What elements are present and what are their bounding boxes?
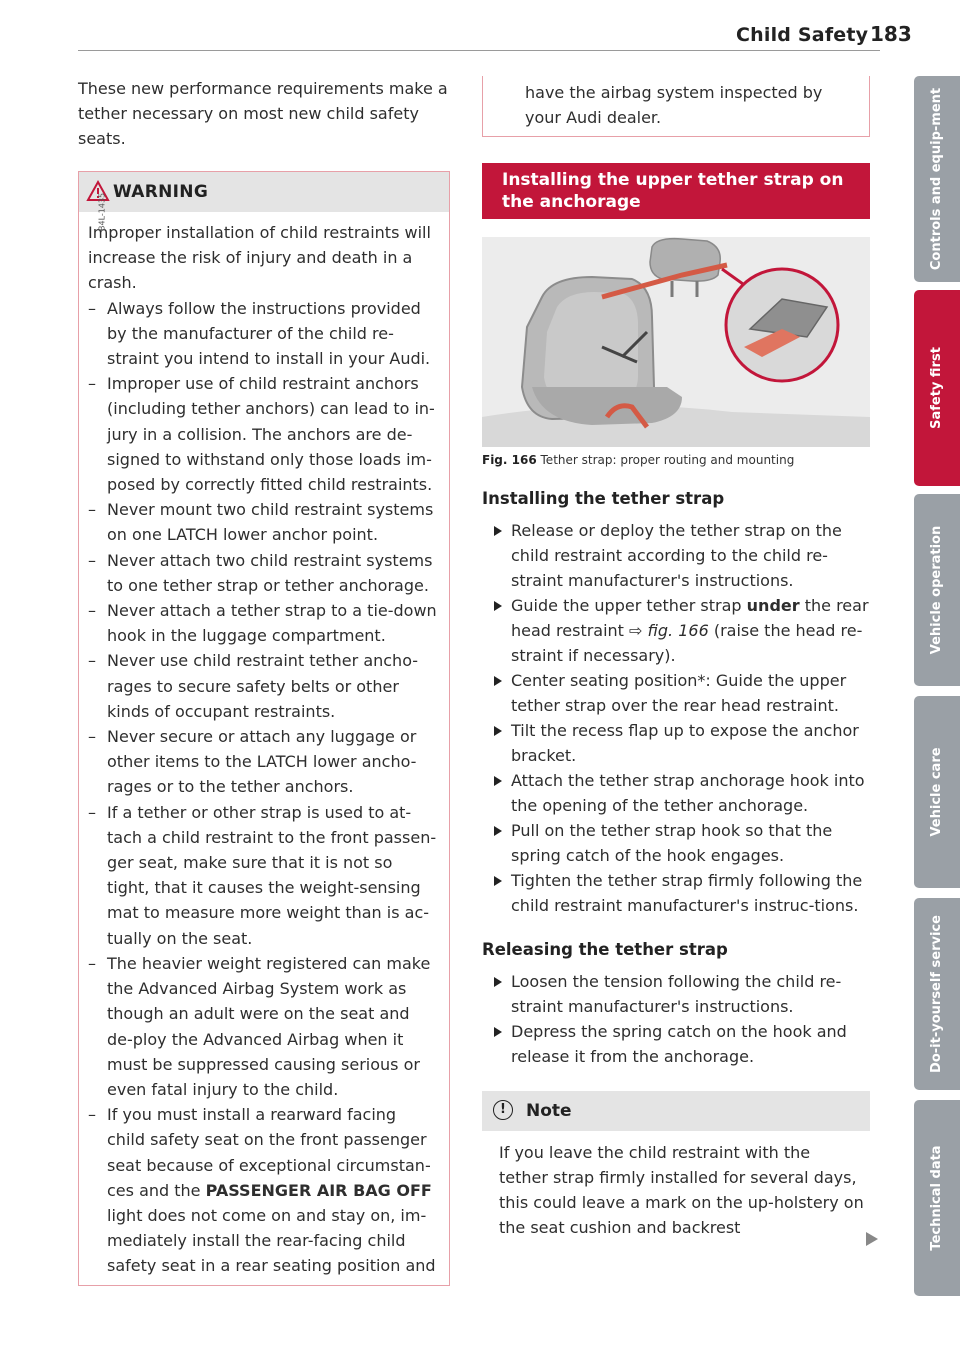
note-box [482,1091,870,1244]
tab-label: Technical data [929,1145,944,1251]
step-item: Attach the tether strap anchorage hook into the opening of the tether anchorage. [482,768,870,818]
page-number: 183 [870,22,912,46]
figure-label: Fig. 166 [482,453,537,467]
tab-technical-data[interactable] [914,1100,960,1296]
warning-item: – The heavier weight registered can make the Advanced Airbag System work as though an adult were on the seat and de-ploy the Advanced Airbag when it must be suppressed causing serious or even fatal injury to the child. [88,951,439,1102]
note-title: Note [526,1101,572,1121]
warning-item: – If a tether or other strap is used to at-tach a child restraint to the front passen-ger seat, make sure that it is not so tight, that it causes the weight-sensing mat to measure more weight than is ac-tually on the seat. [88,800,439,951]
tab-label: Vehicle operation [929,525,944,655]
step-text: Guide the upper tether strap [511,596,747,615]
tab-vehicle-operation[interactable] [914,494,960,686]
tab-label: Do-it-yourself service [929,915,944,1073]
tab-do-it-yourself-service[interactable] [914,898,960,1090]
warning-item: – Never mount two child restraint systems on one LATCH lower anchor point. [88,497,439,547]
warning-item [88,1102,439,1278]
figure-caption [482,453,870,467]
warning-title: WARNING [113,182,209,202]
warning-item: – Improper use of child restraint anchors (including tether anchors) can lead to in-jury in a collision. The anchors are de-signed to withstand only those loads im-posed by correctly fitted child restraints. [88,371,439,497]
install-heading: Installing the tether strap [482,489,725,508]
info-exclamation-icon: ! [493,1100,513,1120]
release-heading: Releasing the tether strap [482,940,728,959]
warning-item: – Never attach two child restraint systems to one tether strap or tether anchorage. [88,548,439,598]
left-column [78,76,450,1286]
figure-code: B4L-1435 [97,192,107,231]
step-item: Tilt the recess flap up to expose the anchor bracket. [482,718,870,768]
note-header [482,1091,870,1131]
warning-item-text: light does not come on and stay on, im-mediately install the rear-facing child safety seat in a rear seating position and [107,1205,436,1276]
tab-label: Safety first [929,347,944,429]
step-text: (raise the head re-straint if necessary). [511,621,863,665]
warning-lead: Improper installation of child restraints will increase the risk of injury and death in a crash. [88,223,431,293]
step-item: Pull on the tether strap hook so that the spring catch of the hook engages. [482,818,870,868]
step-item [482,593,870,668]
warning-header [79,172,449,212]
tab-safety-first[interactable] [914,290,960,486]
intro-paragraph: These new performance requirements make a tether necessary on most new child safety seats. [78,79,448,148]
install-steps [482,518,870,918]
continue-arrow-icon [866,1232,878,1246]
warning-continuation: have the airbag system inspected by your Audi dealer. [482,76,870,137]
figure-caption-text: Tether strap: proper routing and mounting [540,453,795,467]
step-emphasis: under [746,596,800,615]
step-item: Depress the spring catch on the hook and release it from the anchorage. [482,1019,870,1069]
header-rule [78,50,880,51]
step-item: Center seating position*: Guide the upper tether strap over the rear head restraint. [482,668,870,718]
figure-reference-link[interactable]: ⇨ fig. 166 [629,621,709,640]
tab-vehicle-care[interactable] [914,696,960,888]
step-item: Release or deploy the tether strap on the child restraint according to the child re-straint manufacturer's instructions. [482,518,870,593]
step-item: Loosen the tension following the child re-straint manufacturer's instructions. [482,969,870,1019]
passenger-airbag-off-label: PASSENGER AIR BAG OFF [205,1180,432,1200]
header-section-title: Child Safety [736,24,869,46]
step-text: the rear head restraint [511,596,869,640]
warning-body [79,212,449,1285]
tab-label: Controls and equip-ment [929,87,944,271]
warning-box [78,171,450,1286]
warning-item-text: If you must install a rearward facing child safety seat on the front passenger seat because of exceptional circumstan-ces and the [107,1105,431,1200]
release-steps [482,969,870,1069]
warning-item: – Never attach a tether strap to a tie-down hook in the luggage compartment. [88,598,439,648]
warning-list [88,296,439,1279]
warning-item: – Never secure or attach any luggage or other items to the LATCH lower ancho-rages or to the tether anchors. [88,724,439,800]
note-body: If you leave the child restraint with the tether strap firmly installed for several days, this could leave a mark on the up-holstery on the seat cushion and backrest [482,1131,870,1244]
warning-item: – Always follow the instructions provided by the manufacturer of the child re-straint you intend to install in your Audi. [88,296,439,372]
step-item: Tighten the tether strap firmly following the child restraint manufacturer's instruc-tions. [482,868,870,918]
tab-label: Vehicle care [929,747,944,837]
warning-item: – Never use child restraint tether ancho-rages to secure safety belts or other kinds of occupant restraints. [88,648,439,724]
section-heading: Installing the upper tether strap on the anchorage [482,163,870,219]
tab-controls-and-equipment[interactable] [914,76,960,282]
